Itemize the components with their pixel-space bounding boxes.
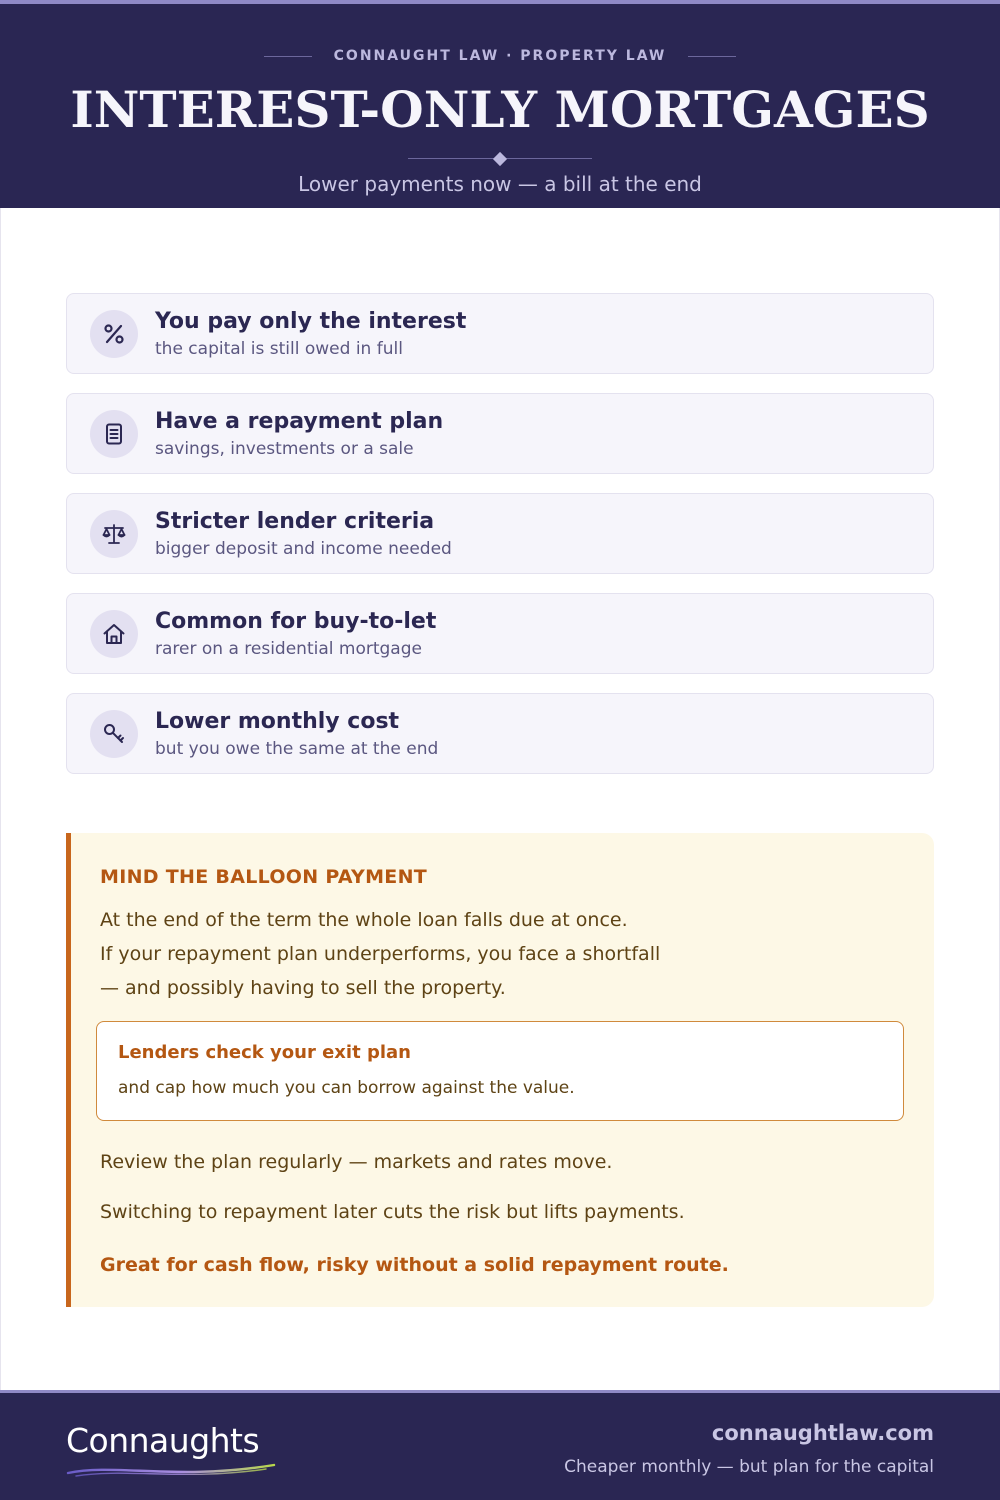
feature-card-lender-criteria [66, 493, 934, 574]
callout-heading: MIND THE BALLOON PAYMENT [100, 866, 428, 888]
summary-statement: Great for cash flow, risky without a solid repayment route. [100, 1254, 729, 1276]
eyebrow-label: CONNAUGHT LAW · PROPERTY LAW [333, 48, 667, 64]
callout-body-line: At the end of the term the whole loan falls due at once. [100, 909, 628, 931]
feature-list [66, 293, 934, 793]
callout-body-line: If your repayment plan underperforms, you face a shortfall [100, 943, 661, 965]
feature-subtitle: the capital is still owed in full [155, 339, 403, 359]
exit-plan-title: Lenders check your exit plan [118, 1042, 411, 1063]
callout-body-line: — and possibly having to sell the property. [100, 977, 506, 999]
percent-icon [90, 310, 138, 358]
feature-title: Have a repayment plan [155, 409, 444, 434]
eyebrow-row [0, 48, 1000, 64]
footer-tagline: Cheaper monthly — but plan for the capital [564, 1457, 934, 1477]
logo-swoosh-icon [66, 1459, 278, 1481]
page-title: INTEREST-ONLY MORTGAGES [70, 80, 930, 139]
feature-title: Stricter lender criteria [155, 509, 435, 534]
exit-plan-text: and cap how much you can borrow against the value. [118, 1078, 575, 1098]
eyebrow-line-left [264, 56, 312, 57]
feature-card-repayment-plan [66, 393, 934, 474]
callout-body [100, 903, 740, 1005]
page-subtitle: Lower payments now — a bill at the end [298, 172, 702, 196]
scales-icon [90, 510, 138, 558]
connaughts-logo [66, 1421, 286, 1481]
feature-title: You pay only the interest [155, 309, 467, 334]
title-divider [408, 153, 592, 165]
footer-url-link[interactable]: connaughtlaw.com [711, 1421, 934, 1445]
diamond-icon [493, 152, 507, 166]
house-icon [90, 610, 138, 658]
feature-subtitle: bigger deposit and income needed [155, 539, 452, 559]
footer-bar [0, 1390, 1000, 1500]
logo-wordmark: Connaughts [66, 1421, 260, 1460]
feature-card-interest [66, 293, 934, 374]
feature-title: Lower monthly cost [155, 709, 400, 734]
feature-card-buy-to-let [66, 593, 934, 674]
feature-subtitle: savings, investments or a sale [155, 439, 414, 459]
feature-title: Common for buy-to-let [155, 609, 437, 634]
exit-plan-box [96, 1021, 904, 1121]
header-banner [0, 0, 1000, 208]
feature-subtitle: rarer on a residential mortgage [155, 639, 422, 659]
balloon-payment-callout [66, 833, 934, 1307]
review-note: Review the plan regularly — markets and rates move. [100, 1151, 613, 1173]
eyebrow-line-right [688, 56, 736, 57]
feature-card-monthly-cost [66, 693, 934, 774]
feature-subtitle: but you owe the same at the end [155, 739, 439, 759]
switching-note: Switching to repayment later cuts the risk but lifts payments. [100, 1201, 685, 1223]
document-icon [90, 410, 138, 458]
key-icon [90, 710, 138, 758]
